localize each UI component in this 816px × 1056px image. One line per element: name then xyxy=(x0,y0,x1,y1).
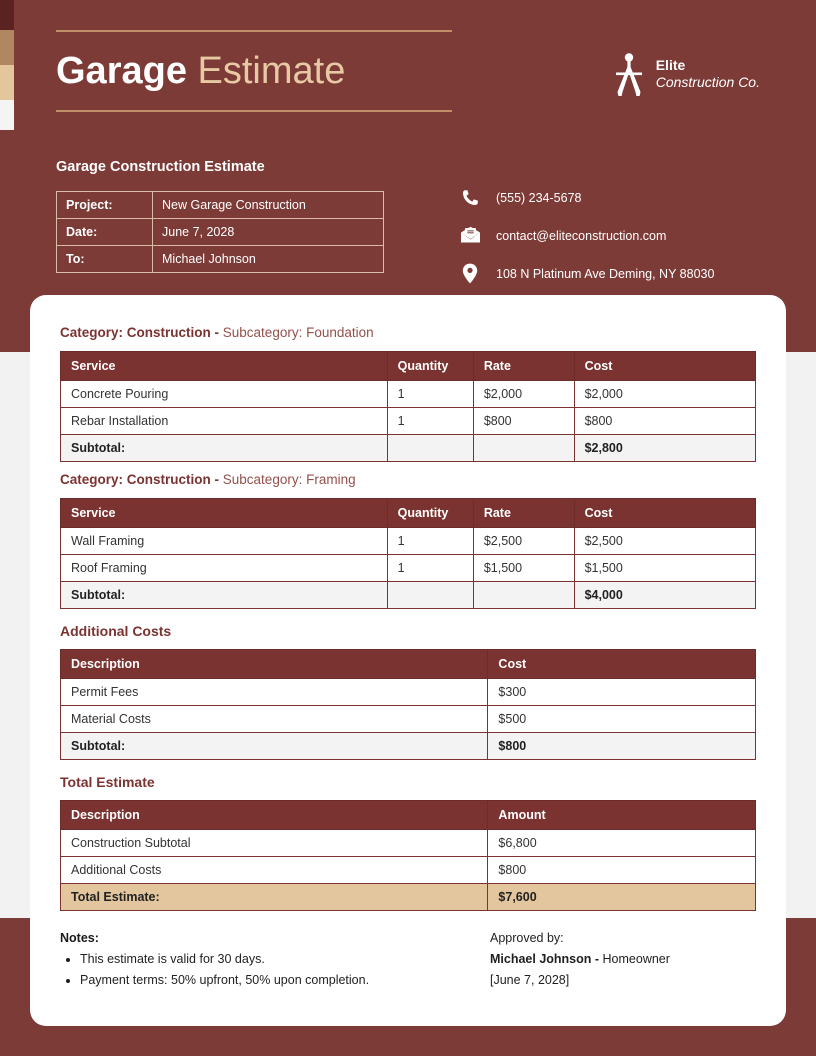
page-title-bold: Garage xyxy=(56,50,187,92)
cell-rate: $2,500 xyxy=(473,528,574,555)
table-row xyxy=(61,381,756,408)
contact-phone xyxy=(455,180,714,215)
approver-line xyxy=(490,949,756,969)
table-row xyxy=(57,246,384,273)
meta-key: To: xyxy=(57,246,153,273)
column-header-rate: Rate xyxy=(473,352,574,381)
table-row xyxy=(61,857,756,884)
subtotal-label: Subtotal: xyxy=(61,582,388,609)
cell-service: Roof Framing xyxy=(61,555,388,582)
meta-key: Project: xyxy=(57,192,153,219)
subtotal-blank-rate xyxy=(473,582,574,609)
column-header-description: Description xyxy=(61,801,488,830)
edge-stripe-4 xyxy=(0,100,14,130)
subtotal-label: Subtotal: xyxy=(61,435,388,462)
cell-cost: $1,500 xyxy=(574,555,755,582)
location-pin-icon xyxy=(455,262,485,286)
cell-cost: $800 xyxy=(574,408,755,435)
email-icon xyxy=(455,224,485,248)
approved-by-label: Approved by: xyxy=(490,931,564,946)
subtotal-value: $800 xyxy=(488,733,756,760)
cell-description: Permit Fees xyxy=(61,679,488,706)
column-header-cost: Cost xyxy=(574,352,755,381)
subtotal-row xyxy=(61,435,756,462)
table-header-row xyxy=(61,801,756,830)
cell-amount: $6,800 xyxy=(488,830,756,857)
total-estimate-heading: Total Estimate xyxy=(60,774,155,791)
cell-description: Additional Costs xyxy=(61,857,488,884)
title-rule-bottom xyxy=(56,110,452,112)
estimate-card xyxy=(30,295,786,1026)
meta-value: June 7, 2028 xyxy=(153,219,384,246)
column-header-cost: Cost xyxy=(488,650,756,679)
column-header-cost: Cost xyxy=(574,499,755,528)
grand-total-row xyxy=(61,884,756,911)
cell-quantity: 1 xyxy=(387,555,473,582)
total-estimate-table xyxy=(60,800,756,911)
column-header-service: Service xyxy=(61,352,388,381)
meta-value: Michael Johnson xyxy=(153,246,384,273)
table-header-row xyxy=(61,499,756,528)
cell-cost: $300 xyxy=(488,679,756,706)
subcategory-label: Subcategory: Foundation xyxy=(222,325,374,340)
subtotal-label: Subtotal: xyxy=(61,733,488,760)
cell-description: Material Costs xyxy=(61,706,488,733)
meta-value: New Garage Construction xyxy=(153,192,384,219)
project-info-table xyxy=(56,191,384,273)
category-heading-framing xyxy=(60,472,756,488)
subtotal-value: $2,800 xyxy=(574,435,755,462)
phone-icon xyxy=(455,186,485,210)
drafting-compass-icon xyxy=(612,52,646,96)
notes-column xyxy=(60,931,490,990)
subtotal-blank-qty xyxy=(387,582,473,609)
additional-costs-table xyxy=(60,649,756,760)
cell-rate: $2,000 xyxy=(473,381,574,408)
column-header-description: Description xyxy=(61,650,488,679)
column-header-quantity: Quantity xyxy=(387,352,473,381)
table-row xyxy=(61,555,756,582)
cell-service: Wall Framing xyxy=(61,528,388,555)
table-header-row xyxy=(61,352,756,381)
column-header-quantity: Quantity xyxy=(387,499,473,528)
subtotal-row xyxy=(61,582,756,609)
table-row xyxy=(57,192,384,219)
table-row xyxy=(61,408,756,435)
table-row xyxy=(57,219,384,246)
logo-company-name: Elite xyxy=(655,57,686,74)
cell-service: Concrete Pouring xyxy=(61,381,388,408)
contact-email xyxy=(455,218,714,253)
category-label: Category: Construction - xyxy=(60,325,220,340)
subtotal-value: $4,000 xyxy=(574,582,755,609)
logo-text xyxy=(656,57,760,90)
contact-address-text: 108 N Platinum Ave Deming, NY 88030 xyxy=(496,266,715,281)
meta-key: Date: xyxy=(57,219,153,246)
subtotal-row xyxy=(61,733,756,760)
contact-info xyxy=(455,180,714,294)
framing-services-table xyxy=(60,498,756,609)
approver-name: Michael Johnson - xyxy=(490,952,600,967)
document-title-block xyxy=(56,30,452,112)
page-title xyxy=(56,32,452,110)
grand-total-label: Total Estimate: xyxy=(61,884,488,911)
estimate-subtitle: Garage Construction Estimate xyxy=(56,159,265,175)
cell-rate: $1,500 xyxy=(473,555,574,582)
approver-role: Homeowner xyxy=(599,952,670,967)
cell-rate: $800 xyxy=(473,408,574,435)
cell-cost: $500 xyxy=(488,706,756,733)
approval-column xyxy=(490,931,756,990)
page-title-light: Estimate xyxy=(197,50,346,92)
subtotal-blank-rate xyxy=(473,435,574,462)
table-row xyxy=(61,830,756,857)
cell-cost: $2,000 xyxy=(574,381,755,408)
notes-list xyxy=(80,949,490,990)
table-row xyxy=(61,706,756,733)
cell-quantity: 1 xyxy=(387,381,473,408)
cell-service: Rebar Installation xyxy=(61,408,388,435)
edge-stripe-3 xyxy=(0,65,14,100)
table-row xyxy=(61,528,756,555)
foundation-services-table xyxy=(60,351,756,462)
footer-notes-area xyxy=(60,931,756,990)
category-label: Category: Construction - xyxy=(60,472,220,488)
cell-amount: $800 xyxy=(488,857,756,884)
column-header-service: Service xyxy=(61,499,388,528)
column-header-amount: Amount xyxy=(488,801,756,830)
contact-phone-text: (555) 234-5678 xyxy=(496,190,582,205)
table-header-row xyxy=(61,650,756,679)
notes-label: Notes: xyxy=(60,931,99,946)
table-row xyxy=(61,679,756,706)
subtotal-blank-qty xyxy=(387,435,473,462)
subcategory-label: Subcategory: Framing xyxy=(222,472,356,488)
edge-stripe-1 xyxy=(0,0,14,30)
contact-address xyxy=(455,256,714,291)
company-logo xyxy=(612,52,760,96)
left-edge-stripes xyxy=(0,0,14,130)
cell-quantity: 1 xyxy=(387,408,473,435)
cell-cost: $2,500 xyxy=(574,528,755,555)
list-item: • Payment terms: 50% upfront, 50% upon completion. xyxy=(80,970,490,990)
edge-stripe-2 xyxy=(0,30,14,65)
column-header-rate: Rate xyxy=(473,499,574,528)
cell-quantity: 1 xyxy=(387,528,473,555)
grand-total-value: $7,600 xyxy=(488,884,756,911)
approved-date: [June 7, 2028] xyxy=(490,972,570,987)
additional-costs-heading: Additional Costs xyxy=(60,623,172,640)
logo-company-subtitle: Construction Co. xyxy=(655,74,760,90)
list-item: • This estimate is valid for 30 days. xyxy=(80,949,490,969)
contact-email-text: contact@eliteconstruction.com xyxy=(496,228,667,243)
cell-description: Construction Subtotal xyxy=(61,830,488,857)
category-heading-foundation xyxy=(60,325,756,341)
